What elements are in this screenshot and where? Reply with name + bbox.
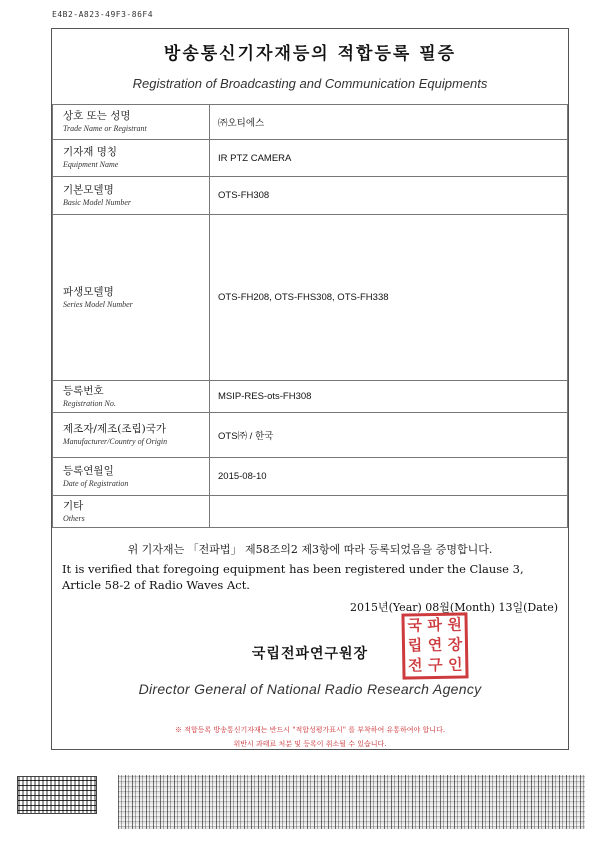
- seal-character: 구: [427, 655, 443, 675]
- row-label: [53, 458, 210, 496]
- trade-name-value: ㈜오티에스: [210, 105, 568, 140]
- registration-date-value: 2015-08-10: [210, 458, 568, 496]
- title-english: Registration of Broadcasting and Communication Equipments: [132, 76, 488, 91]
- row-label: [53, 177, 210, 215]
- seal-character: 연: [427, 635, 443, 655]
- table-row: [53, 177, 568, 215]
- seal-character: 장: [447, 635, 463, 654]
- seal-character: 립: [407, 636, 423, 655]
- row-label: [53, 381, 210, 413]
- seal-character: 원: [447, 615, 463, 634]
- label-korean: 제조자/제조(조립)국가: [63, 423, 167, 435]
- manufacturer-value: OTS㈜ / 한국: [210, 413, 568, 458]
- label-korean: 기본모델명: [63, 183, 114, 196]
- verification-english: It is verified that foregoing equipment has been registered under the Clause 3, Article 58-2 of Radio Waves Act.: [62, 562, 524, 592]
- label-english: Series Model Number: [63, 299, 133, 309]
- director-korean: 국립전파연구원장: [251, 646, 369, 662]
- registration-number-value: MSIP-RES-ots-FH308: [210, 381, 568, 413]
- label-korean: 등록연월일: [63, 464, 114, 477]
- row-label: [53, 413, 210, 458]
- seal-character: 파: [427, 615, 443, 635]
- table-row: [53, 105, 568, 140]
- others-value: [210, 496, 568, 528]
- official-seal-icon: [401, 612, 468, 679]
- security-barcode-strip: [118, 775, 585, 829]
- seal-character: 전: [407, 656, 423, 675]
- issue-date: 2015년(Year) 08월(Month) 13일(Date): [349, 601, 558, 614]
- label-english: Registration No.: [63, 398, 116, 408]
- equipment-name-value: IR PTZ CAMERA: [210, 140, 568, 177]
- seal-character: 인: [447, 655, 463, 674]
- notice-line-1: ※ 적합등록 방송통신기자재는 반드시 "적합성평가표시" 를 부착하여 유통하여야 합니다.: [174, 726, 446, 734]
- table-row: [53, 496, 568, 528]
- label-korean: 등록번호: [63, 384, 104, 397]
- label-english: Manufacturer/Country of Origin: [63, 437, 168, 446]
- qr-code-icon: [17, 776, 97, 814]
- registration-info-table: [52, 104, 568, 528]
- table-row: [53, 140, 568, 177]
- label-korean: 상호 또는 성명: [63, 110, 131, 122]
- label-english: Equipment Name: [63, 160, 119, 169]
- row-label: [53, 105, 210, 140]
- label-english: Trade Name or Registrant: [63, 124, 147, 133]
- table-row: [53, 458, 568, 496]
- table-row: [53, 215, 568, 381]
- row-label: [53, 496, 210, 528]
- row-label: [53, 140, 210, 177]
- certificate-frame: [51, 28, 569, 750]
- label-korean: 파생모델명: [63, 285, 114, 298]
- label-english: Basic Model Number: [63, 197, 131, 207]
- table-row: [53, 381, 568, 413]
- notice-line-2: 위반시 과태료 처분 및 등록이 취소될 수 있습니다.: [233, 740, 387, 748]
- seal-character: 국: [407, 616, 423, 635]
- label-korean: 기자재 명칭: [63, 146, 118, 158]
- director-english: Director General of National Radio Research Agency: [138, 681, 482, 697]
- verification-korean: 위 기자재는 「전파법」 제58조의2 제3항에 따라 등록되었음을 증명합니다.: [127, 543, 493, 556]
- label-english: Date of Registration: [63, 478, 129, 488]
- table-row: [53, 413, 568, 458]
- row-label: [53, 215, 210, 381]
- document-id: E4B2-A823-49F3-86F4: [52, 10, 154, 19]
- label-korean: 기타: [63, 499, 84, 512]
- basic-model-value: OTS-FH308: [210, 177, 568, 215]
- title-korean: 방송통신기자재등의 적합등록 필증: [163, 44, 457, 64]
- label-english: Others: [63, 513, 85, 523]
- series-model-value: OTS-FH208, OTS-FHS308, OTS-FH338: [210, 215, 568, 381]
